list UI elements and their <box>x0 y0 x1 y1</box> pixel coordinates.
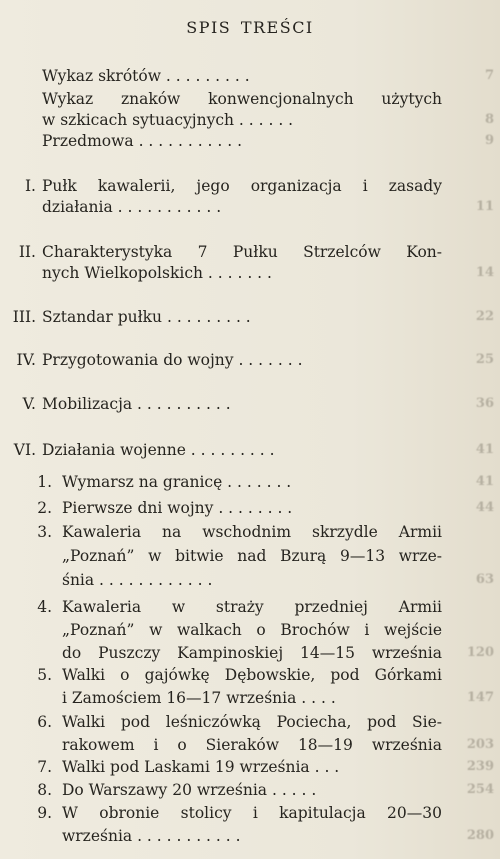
page-number: 41 <box>475 474 494 489</box>
toc-entry-line: Walki pod Laskami 19 września . . . <box>62 758 340 776</box>
section-number: 8. <box>37 781 52 799</box>
toc-entry-line: Mobilizacja . . . . . . . . . . <box>42 395 231 413</box>
toc-entry-line: i Zamościem 16—17 września . . . . <box>62 689 336 707</box>
page-number: 239 <box>466 759 494 774</box>
page-number: 36 <box>475 396 494 411</box>
chapter-numeral: III. <box>12 308 36 326</box>
toc-entry-line: rakowem i o Sieraków 18—19 września <box>62 736 442 754</box>
page-number: 120 <box>466 645 494 660</box>
section-number: 5. <box>37 666 52 684</box>
chapter-numeral: VI. <box>13 441 36 459</box>
section-number: 1. <box>37 473 52 491</box>
toc-entry-line: września . . . . . . . . . . . <box>62 827 241 845</box>
chapter-numeral: II. <box>18 243 36 261</box>
section-number: 9. <box>37 804 52 822</box>
page-number: 203 <box>466 737 494 752</box>
section-number: 2. <box>37 499 52 517</box>
section-number: 4. <box>37 598 52 616</box>
page-number: 147 <box>466 690 494 705</box>
chapter-numeral: I. <box>24 177 36 195</box>
toc-entry-line: Pułk kawalerii, jego organizacja i zasady <box>42 177 442 195</box>
toc-entry-line: w szkicach sytuacyjnych . . . . . . <box>42 111 294 129</box>
toc-entry-line: śnia . . . . . . . . . . . . <box>62 571 213 589</box>
section-number: 6. <box>37 713 52 731</box>
toc-entry-line: „Poznań” w walkach o Brochów i wejście <box>62 621 442 639</box>
chapter-numeral: IV. <box>16 351 36 369</box>
toc-entry-line: „Poznań” w bitwie nad Bzurą 9—13 wrze- <box>62 547 442 565</box>
toc-entry-line: Wykaz znaków konwencjonalnych użytych <box>42 90 442 108</box>
page-number: 63 <box>475 572 494 587</box>
toc-entry-line: Pierwsze dni wojny . . . . . . . . <box>62 499 293 517</box>
page-number: 254 <box>466 782 494 797</box>
page-number: 14 <box>475 265 494 280</box>
toc-entry-line: działania . . . . . . . . . . . <box>42 198 222 216</box>
section-number: 7. <box>37 758 52 776</box>
toc-entry-line: Wymarsz na granicę . . . . . . . <box>62 473 292 491</box>
chapter-numeral: V. <box>22 395 36 413</box>
page-number: 8 <box>484 112 494 127</box>
section-number: 3. <box>37 523 52 541</box>
page-number: 9 <box>484 133 494 148</box>
page-number: 11 <box>475 199 494 214</box>
toc-entry-line: W obronie stolicy i kapitulacja 20—30 <box>62 804 442 822</box>
page-number: 7 <box>484 68 494 83</box>
page-number: 22 <box>475 309 494 324</box>
toc-entry-line: Charakterystyka 7 Pułku Strzelców Kon- <box>42 243 442 261</box>
page-number: 41 <box>475 442 494 457</box>
toc-entry-line: Walki o gajówkę Dębowskie, pod Górkami <box>62 666 442 684</box>
toc-entry-line: Wykaz skrótów . . . . . . . . . <box>42 67 250 85</box>
toc-entry-line: Sztandar pułku . . . . . . . . . <box>42 308 251 326</box>
page-number: 44 <box>475 500 494 515</box>
page-number: 280 <box>466 828 494 843</box>
toc-entry-line: do Puszczy Kampinoskiej 14—15 września <box>62 644 442 662</box>
toc-entry-line: Przygotowania do wojny . . . . . . . <box>42 351 303 369</box>
toc-entry-line: Kawaleria na wschodnim skrzydle Armii <box>62 523 442 541</box>
page-number: 25 <box>475 352 494 367</box>
toc-entry-line: Walki pod leśniczówką Pociecha, pod Sie- <box>62 713 442 731</box>
toc-entry-line: Przedmowa . . . . . . . . . . . <box>42 132 243 150</box>
toc-entry-line: Kawaleria w straży przedniej Armii <box>62 598 442 616</box>
toc-entry-line: Działania wojenne . . . . . . . . . <box>42 441 275 459</box>
toc-entry-line: nych Wielkopolskich . . . . . . . <box>42 264 272 282</box>
toc-entry-line: Do Warszawy 20 września . . . . . <box>62 781 317 799</box>
page-title: SPIS TREŚCI <box>186 18 314 37</box>
